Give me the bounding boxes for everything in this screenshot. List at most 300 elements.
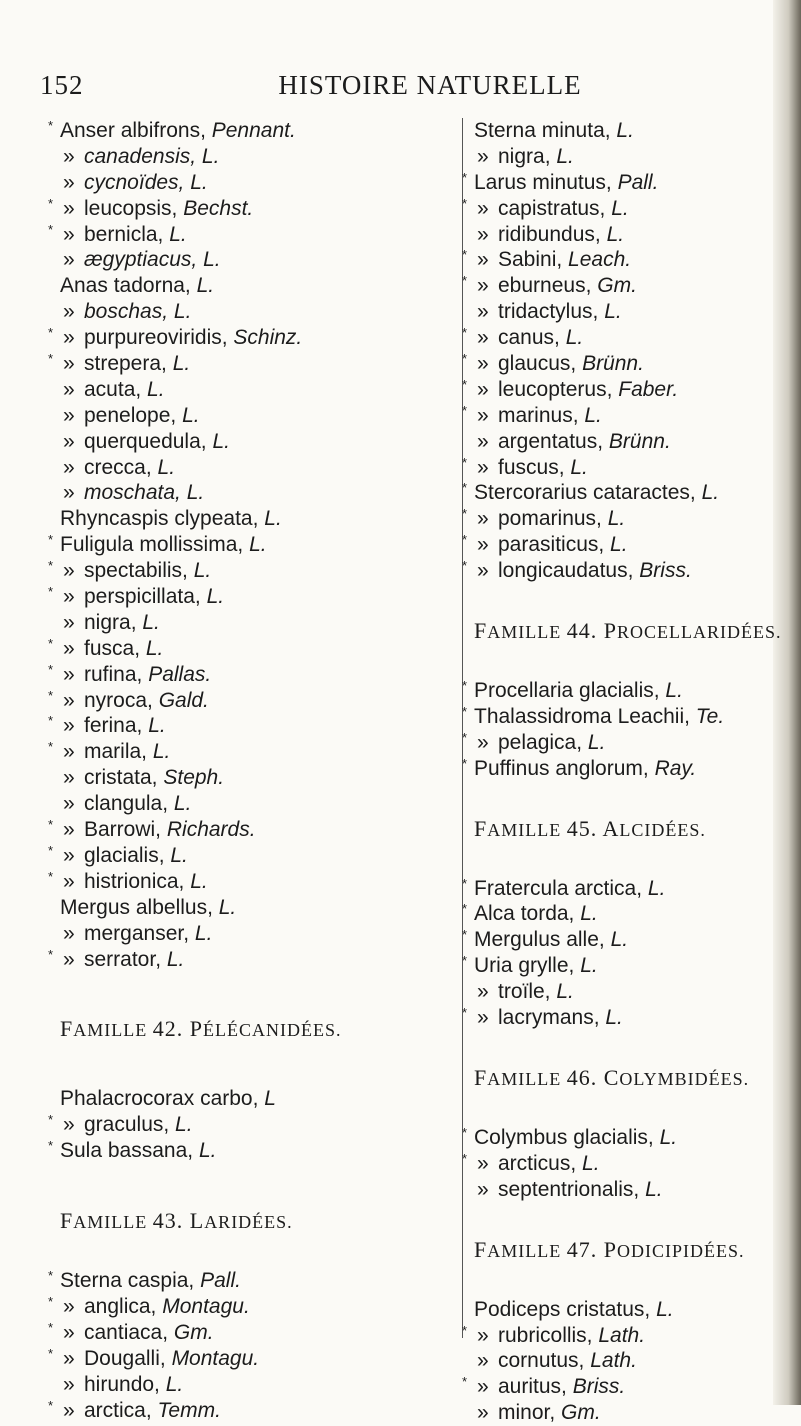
spacer <box>474 782 784 816</box>
author-abbrev: Pall. <box>617 170 659 194</box>
species-entry <box>474 144 784 170</box>
ditto-mark: » <box>477 403 489 427</box>
native-star-mark: * <box>48 118 54 133</box>
ditto-mark: » <box>63 377 75 401</box>
ditto-mark: » <box>477 300 489 324</box>
species-entry <box>48 868 440 895</box>
ditto-mark: » <box>63 740 75 764</box>
species-name: boschas, <box>84 300 174 324</box>
author-abbrev: Richards. <box>166 818 256 842</box>
species-entry <box>48 1268 440 1294</box>
family-heading <box>474 618 784 644</box>
species-name: spectabilis, <box>84 559 194 583</box>
native-star-mark: * <box>462 901 468 917</box>
author-abbrev: L. <box>610 533 628 557</box>
species-name: anglorum, <box>555 756 655 780</box>
species-entry <box>60 170 440 196</box>
native-star-mark: * <box>48 661 54 677</box>
native-star-mark: * <box>462 325 468 341</box>
species-name: glacialis, <box>579 679 666 703</box>
native-star-mark: * <box>462 532 468 548</box>
native-star-mark: * <box>48 1112 54 1128</box>
ditto-mark: » <box>63 1294 75 1318</box>
species-entry <box>48 558 440 584</box>
ditto-mark: » <box>63 869 75 893</box>
species-name: argentatus, <box>498 429 609 453</box>
species-name: cristata, <box>84 766 164 790</box>
native-star-mark: * <box>462 454 468 470</box>
author-abbrev: L. <box>194 921 213 945</box>
native-star-mark: * <box>48 1268 54 1284</box>
species-entry <box>474 1348 784 1374</box>
ditto-mark: » <box>477 222 489 246</box>
species-name: rubricollis, <box>498 1323 599 1347</box>
author-abbrev: L. <box>587 730 606 754</box>
native-star-mark: * <box>48 1319 54 1335</box>
author-abbrev: L. <box>193 559 212 583</box>
species-entry <box>48 1293 440 1320</box>
native-star-mark: * <box>462 1374 468 1390</box>
spacer <box>60 1234 440 1268</box>
native-star-mark: * <box>462 1322 468 1338</box>
author-abbrev: L. <box>584 403 602 427</box>
genus-name: Larus <box>474 170 533 194</box>
species-name: cataractes, <box>593 481 702 505</box>
native-star-mark: * <box>48 687 54 703</box>
author-abbrev: Temm. <box>157 1398 221 1422</box>
page-number: 152 <box>40 70 84 100</box>
ditto-mark: » <box>63 326 75 350</box>
species-entry <box>462 558 784 584</box>
native-star-mark: * <box>48 946 54 962</box>
species-entry <box>60 455 440 481</box>
species-name: arcticus, <box>498 1151 583 1175</box>
species-name: anglica, <box>84 1294 163 1318</box>
ditto-mark: » <box>63 792 75 816</box>
genus-name: Mergus <box>60 895 136 919</box>
species-entry <box>48 351 440 377</box>
author-abbrev: Gm. <box>597 274 637 298</box>
spacer <box>474 1091 784 1125</box>
family-heading <box>474 1237 784 1263</box>
native-star-mark: * <box>462 351 468 367</box>
author-abbrev: L. <box>604 300 622 324</box>
species-name: Leachii, <box>617 704 696 728</box>
author-abbrev: L. <box>647 876 666 900</box>
native-star-mark: * <box>462 729 468 745</box>
native-star-mark: * <box>462 875 468 891</box>
native-star-mark: * <box>48 1293 54 1309</box>
native-star-mark: * <box>462 558 468 574</box>
family-word-initial: F <box>474 1236 488 1262</box>
ditto-mark: » <box>477 248 489 272</box>
spacer <box>60 1042 440 1086</box>
ditto-mark: » <box>63 947 75 971</box>
family-word-initial: F <box>60 1208 74 1234</box>
family-word-rest: AMILLE <box>487 819 567 840</box>
ditto-mark: » <box>63 1398 75 1422</box>
genus-name: Sula <box>60 1139 108 1163</box>
ditto-mark: » <box>477 730 489 754</box>
species-name: purpureoviridis, <box>84 326 234 350</box>
species-entry <box>474 979 784 1005</box>
species-entry <box>462 169 784 196</box>
species-name: clypeata, <box>174 507 265 531</box>
species-entry <box>474 1400 784 1426</box>
author-abbrev: L. <box>645 1177 663 1201</box>
species-name: mollissima, <box>139 533 250 557</box>
species-entry <box>60 506 440 532</box>
author-abbrev: Pall. <box>200 1269 241 1293</box>
species-entry <box>48 817 440 843</box>
species-entry <box>474 299 784 325</box>
family-name-initial: P <box>603 618 617 644</box>
species-name: fusca, <box>84 636 146 660</box>
genus-name: Phalacrocorax <box>60 1087 201 1111</box>
species-name: longicaudatus, <box>498 559 640 583</box>
species-name: leucopterus, <box>498 377 619 401</box>
species-name: marila, <box>84 740 153 764</box>
family-name-rest: ODICIPIDÉES. <box>616 1240 745 1261</box>
native-star-mark: * <box>48 221 54 237</box>
author-abbrev: L. <box>147 377 165 401</box>
ditto-mark: » <box>63 403 75 427</box>
species-entry <box>48 1112 440 1138</box>
species-entry <box>462 678 784 704</box>
family-name-rest: ROCELLARIDÉES. <box>616 622 782 643</box>
running-title: HISTOIRE NATURELLE <box>278 70 582 100</box>
native-star-mark: * <box>48 195 54 211</box>
species-name: serrator, <box>84 947 167 971</box>
native-star-mark: * <box>48 1345 54 1361</box>
author-abbrev: L. <box>152 740 171 764</box>
genus-name: Alca <box>474 902 521 926</box>
species-name: Sabini, <box>498 248 569 272</box>
species-entry <box>462 480 784 506</box>
species-name: rufina, <box>84 662 149 686</box>
species-name: clangula, <box>84 792 174 816</box>
species-name: grylle, <box>518 954 581 978</box>
species-name: arctica, <box>574 876 648 900</box>
author-abbrev: Leach. <box>568 248 632 272</box>
spacer <box>60 1164 440 1208</box>
family-name-initial: A <box>602 815 620 841</box>
species-entry <box>462 325 784 351</box>
spacer <box>474 1263 784 1297</box>
species-entry <box>462 953 784 979</box>
species-name: cornutus, <box>498 1349 591 1373</box>
author-abbrev: L. <box>198 1139 217 1163</box>
species-name: histrionica, <box>84 869 191 893</box>
genus-name: Uria <box>474 954 519 978</box>
author-abbrev: L. <box>264 507 282 531</box>
author-abbrev: L. <box>186 481 205 505</box>
species-name: cycnoïdes, <box>84 170 191 194</box>
author-abbrev: Steph. <box>163 766 225 790</box>
family-number: 44. <box>566 618 604 644</box>
species-entry <box>474 118 784 144</box>
native-star-mark: * <box>462 376 468 392</box>
native-star-mark: * <box>462 1005 468 1021</box>
native-star-mark: * <box>48 635 54 651</box>
native-star-mark: * <box>48 532 54 548</box>
ditto-mark: » <box>477 274 489 298</box>
ditto-mark: » <box>63 610 75 634</box>
author-abbrev: Montagu. <box>171 1346 260 1370</box>
author-abbrev: L <box>264 1087 276 1111</box>
family-heading <box>60 1016 440 1042</box>
ditto-mark: » <box>477 1375 489 1399</box>
native-star-mark: * <box>48 325 54 341</box>
genus-name: Sterna <box>60 1269 128 1293</box>
family-name-initial: L <box>189 1208 205 1234</box>
species-name: caspia, <box>127 1269 201 1293</box>
ditto-mark: » <box>477 352 489 376</box>
species-entry <box>60 1086 440 1112</box>
native-star-mark: * <box>48 584 54 600</box>
species-entry <box>462 195 784 222</box>
author-abbrev: Te. <box>695 704 725 728</box>
native-star-mark: * <box>462 703 468 719</box>
species-entry <box>462 729 784 756</box>
species-entry <box>462 506 784 532</box>
author-abbrev: Brünn. <box>608 429 671 453</box>
ditto-mark: » <box>63 352 75 376</box>
species-name: merganser, <box>84 921 195 945</box>
family-number: 46. <box>566 1064 604 1090</box>
species-entry <box>60 273 440 299</box>
genus-name: Fratercula <box>474 876 575 900</box>
ditto-mark: » <box>477 1177 489 1201</box>
ditto-mark: » <box>63 1372 75 1396</box>
species-entry <box>462 1005 784 1031</box>
author-abbrev: L. <box>173 792 192 816</box>
species-name: minuta, <box>541 119 617 142</box>
species-entry <box>462 351 784 377</box>
species-entry <box>462 247 784 273</box>
author-abbrev: L. <box>172 352 191 376</box>
author-abbrev: L. <box>665 679 683 703</box>
family-word-initial: F <box>474 618 488 644</box>
family-name-initial: P <box>189 1016 203 1042</box>
author-abbrev: L. <box>196 274 215 298</box>
ditto-mark: » <box>63 1346 75 1370</box>
species-name: penelope, <box>84 403 183 427</box>
author-abbrev: Pallas. <box>148 662 212 686</box>
ditto-mark: » <box>63 300 75 324</box>
species-entry <box>48 687 440 714</box>
author-abbrev: Lath. <box>590 1349 637 1373</box>
spacer <box>474 644 784 678</box>
spacer <box>474 1031 784 1065</box>
species-entry <box>60 765 440 791</box>
species-name: canadensis, <box>84 144 202 168</box>
species-entry <box>462 1374 784 1400</box>
author-abbrev: L. <box>610 928 629 952</box>
author-abbrev: L. <box>570 455 588 479</box>
ditto-mark: » <box>63 144 75 168</box>
species-name: glacialis, <box>573 1125 660 1149</box>
family-name-initial: P <box>603 1236 617 1262</box>
family-number: 42. <box>152 1016 190 1042</box>
species-name: troïle, <box>498 980 557 1004</box>
native-star-mark: * <box>462 927 468 943</box>
author-abbrev: L. <box>580 902 598 926</box>
species-name: nigra, <box>498 144 557 168</box>
species-name: Dougalli, <box>84 1346 172 1370</box>
species-name: albifrons, <box>120 119 212 142</box>
ditto-mark: » <box>477 196 489 220</box>
native-star-mark: * <box>462 273 468 289</box>
species-entry <box>48 118 440 144</box>
spacer <box>474 842 784 876</box>
author-abbrev: L. <box>218 895 237 919</box>
author-abbrev: L. <box>606 222 625 246</box>
native-star-mark: * <box>462 506 468 522</box>
species-name: capistratus, <box>498 196 612 220</box>
genus-name: Thalassidroma <box>474 704 618 728</box>
genus-name: Rhyncaspis <box>60 507 175 531</box>
native-star-mark: * <box>48 1138 54 1154</box>
species-name: minor, <box>498 1401 562 1425</box>
species-entry <box>462 532 784 558</box>
species-entry <box>462 454 784 481</box>
author-abbrev: Faber. <box>618 377 679 401</box>
ditto-mark: » <box>63 818 75 842</box>
species-entry <box>48 1397 440 1424</box>
species-name: leucopsis, <box>84 196 184 220</box>
ditto-mark: » <box>63 714 75 738</box>
species-name: ferina, <box>84 714 149 738</box>
species-name: bernicla, <box>84 222 170 246</box>
family-name-rest: OLYMBIDÉES. <box>619 1068 750 1089</box>
family-word-initial: F <box>474 1064 488 1090</box>
species-name: nigra, <box>84 610 143 634</box>
ditto-mark: » <box>63 662 75 686</box>
family-word-initial: F <box>474 815 488 841</box>
author-abbrev: L. <box>212 429 230 453</box>
author-abbrev: Briss. <box>639 559 692 583</box>
ditto-mark: » <box>63 170 75 194</box>
species-name: canus, <box>498 326 566 350</box>
species-name: carbo, <box>200 1087 265 1111</box>
ditto-mark: » <box>63 559 75 583</box>
species-name: nyroca, <box>84 688 159 712</box>
ditto-mark: » <box>477 377 489 401</box>
genus-name: Mergulus <box>474 928 567 952</box>
author-abbrev: L. <box>203 248 221 272</box>
spacer <box>474 584 784 618</box>
species-name: acuta, <box>84 377 148 401</box>
species-entry <box>48 1138 440 1164</box>
author-abbrev: L. <box>582 1151 600 1175</box>
native-star-mark: * <box>462 1124 468 1140</box>
species-entry <box>462 273 784 299</box>
species-entry <box>474 222 784 248</box>
author-abbrev: L. <box>170 843 188 867</box>
ditto-mark: » <box>63 636 75 660</box>
species-name: Barrowi, <box>84 818 167 842</box>
family-word-rest: AMILLE <box>487 1068 567 1089</box>
family-heading <box>474 1065 784 1091</box>
ditto-mark: » <box>63 766 75 790</box>
ditto-mark: » <box>477 455 489 479</box>
species-entry <box>462 1124 784 1151</box>
native-star-mark: * <box>462 247 468 263</box>
species-entry <box>48 1345 440 1372</box>
native-star-mark: * <box>48 817 54 833</box>
author-abbrev: Gm. <box>561 1401 601 1425</box>
left-column <box>48 118 440 1423</box>
ditto-mark: » <box>477 533 489 557</box>
author-abbrev: L. <box>173 300 192 324</box>
ditto-mark: » <box>477 1006 489 1030</box>
genus-name: Puffinus <box>474 756 556 780</box>
native-star-mark: * <box>48 739 54 755</box>
species-entry <box>60 429 440 455</box>
spacer <box>60 972 440 1016</box>
author-abbrev: L. <box>166 947 185 971</box>
species-name: eburneus, <box>498 274 598 298</box>
species-name: pelagica, <box>498 730 588 754</box>
species-name: parasiticus, <box>498 533 611 557</box>
native-star-mark: * <box>48 713 54 729</box>
native-star-mark: * <box>48 351 54 367</box>
native-star-mark: * <box>462 195 468 211</box>
author-abbrev: Gald. <box>158 688 209 712</box>
author-abbrev: L. <box>556 144 574 168</box>
species-entry <box>462 927 784 953</box>
right-column <box>462 118 784 1426</box>
author-abbrev: L. <box>182 403 200 427</box>
family-word-rest: AMILLE <box>73 1020 153 1041</box>
ditto-mark: » <box>63 248 75 272</box>
ditto-mark: » <box>477 507 489 531</box>
native-star-mark: * <box>462 678 468 694</box>
genus-name: Procellaria <box>474 679 580 703</box>
species-name: lacrymans, <box>498 1006 606 1030</box>
native-star-mark: * <box>48 558 54 574</box>
species-name: graculus, <box>84 1113 176 1137</box>
species-entry <box>60 480 440 506</box>
species-entry <box>60 921 440 947</box>
species-name: ægyptiacus, <box>84 248 204 272</box>
ditto-mark: » <box>63 843 75 867</box>
ditto-mark: » <box>477 559 489 583</box>
species-entry <box>462 376 784 403</box>
author-abbrev: L. <box>206 585 225 609</box>
native-star-mark: * <box>462 755 468 771</box>
author-abbrev: L. <box>145 636 164 660</box>
family-name-rest: LCIDÉES. <box>619 819 706 840</box>
ditto-mark: » <box>63 455 75 479</box>
family-name-rest: ARIDÉES. <box>204 1212 293 1233</box>
species-name: glaucus, <box>498 352 583 376</box>
species-name: querquedula, <box>84 429 213 453</box>
species-name: albellus, <box>135 895 219 919</box>
ditto-mark: » <box>477 429 489 453</box>
author-abbrev: Bechst. <box>183 196 254 220</box>
author-abbrev: L. <box>607 507 626 531</box>
species-entry <box>462 901 784 927</box>
author-abbrev: L. <box>611 196 629 220</box>
author-abbrev: L. <box>201 144 220 168</box>
family-name-rest: ÉLÉCANIDÉES. <box>202 1020 342 1041</box>
species-name: torda, <box>520 902 581 926</box>
author-abbrev: Schinz. <box>233 326 303 350</box>
family-number: 45. <box>566 815 603 841</box>
species-name: minutus, <box>532 170 618 194</box>
